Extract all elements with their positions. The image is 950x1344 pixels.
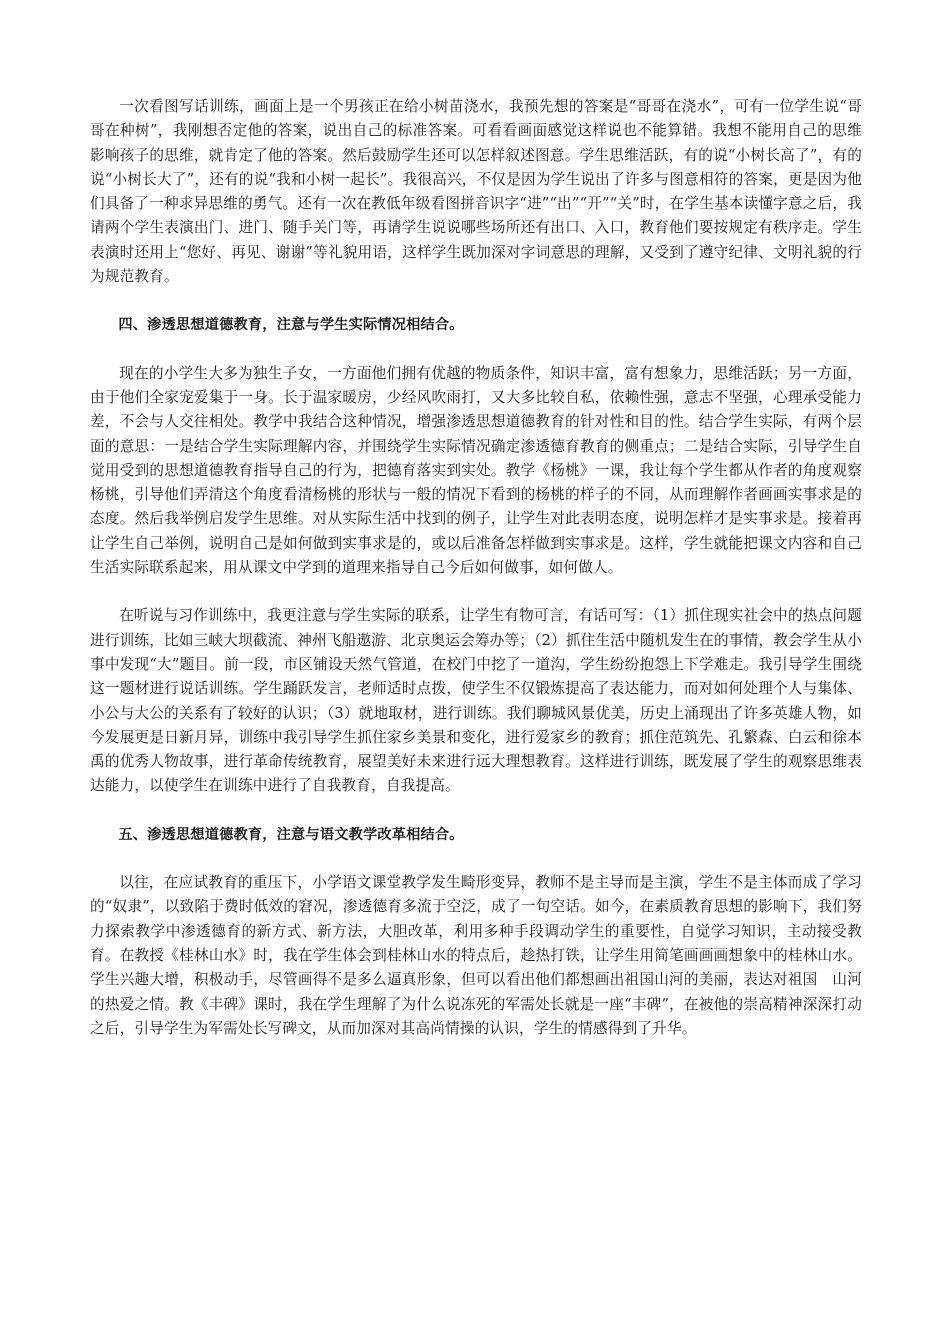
paragraph-teaching-reform: 以往，在应试教育的重压下，小学语文课堂教学发生畸形变异，教师不是主导而是主演，学生不是主体而成了学习的“奴隶”，以致陷于费时低效的窘况，渗透德育多流于空泛，成了一句空话。如今，在素质教育思想的影响下，我们努力探索教学中渗透德育的新方式、新方法，大胆改革，利用多种手段调动学生的重要性，自觉学习知识，主动接受教育。在教授《桂林山水》时，我在学生体会到桂林山水的特点后，趁热打铁，让学生用简笔画画画想象中的桂林山水。学生兴趣大增，积极动手，尽管画得不是多么逼真形象，但可以看出他们都想画出祖国山河的美丽，表达对祖国 山河的热爱之情。教《丰碑》课时，我在学生理解了为什么说冻死的军需处长就是一座“丰碑”，在被他的崇高精神深深打动之后，引导学生为军需处长写碑文，从而加深对其高尚情操的认识，学生的情感得到了升华。: [90, 874, 862, 1037]
paragraph-student-reality: 现在的小学生大多为独生子女，一方面他们拥有优越的物质条件，知识丰富，富有想象力，思维活跃；另一方面，由于他们全家宠爱集于一身。长于温家暖房，少经风吹雨打，又大多比较自私，依赖性强，意志不坚强，心理承受能力差，不会与人交往相处。教学中我结合这种情况，增强渗透思想道德教育的针对性和目的性。结合学生实际，有两个层面的意思：一是结合学生实际理解内容，并围绕学生实际情况确定渗透德育教育的侧重点；二是结合实际，引导学生自觉用受到的思想道德教育指导自己的行为，把德育落实到实处。教学《杨桃》一课，我让每个学生都从作者的角度观察杨桃，引导他们弄清这个角度看清杨桃的形状与一般的情况下看到的杨桃的样子的不同，从而理解作者画画实事求是的态度。然后我举例启发学生思维。对从实际生活中找到的例子，让学生对此表明态度，说明怎样才是实事求是。接着再让学生自己举例，说明自己是如何做到实事求是的，或以后准备怎样做到实事求是。这样，学生就能把课文内容和自己生活实际联系起来，用从课文中学到的道理来指导自己今后如何做事，如何做人。: [90, 364, 862, 577]
paragraph-picture-writing: 一次看图写话训练，画面上是一个男孩正在给小树苗浇水，我预先想的答案是“哥哥在浇水”，可有一位学生说“哥哥在种树”，我刚想否定他的答案，说出自己的标准答案。可看看画面感觉这样说也不能算错。我想不能用自己的思维影响孩子的思维，就肯定了他的答案。然后鼓励学生还可以怎样叙述图意。学生思维活跃，有的说“小树长高了”，有的说“小树长大了”，还有的说“我和小树一起长”。我很高兴，不仅是因为学生说出了许多与图意相符的答案，更是因为他们具备了一种求异思维的勇气。还有一次在教低年级看图拼音识字“进”“出”“开”“关”时，在学生基本读懂字意之后，我请两个学生表演出门、进门、随手关门等，再请学生说说哪些场所还有出口、入口，教育他们要按规定有秩序走。学生表演时还用上“您好、再见、谢谢”等礼貌用语，这样学生既加深对字词意思的理解，又受到了遵守纪律、文明礼貌的行为规范教育。: [90, 98, 862, 286]
section-heading-five: 五、渗透思想道德教育，注意与语文教学改革相结合。: [118, 826, 464, 843]
section-heading-four: 四、渗透思想道德教育，注意与学生实际情况相结合。: [118, 317, 464, 334]
paragraph-speaking-writing: 在听说与习作训练中，我更注意与学生实际的联系，让学生有物可言，有话可写：（1）抓住现实社会中的热点问题进行训练，比如三峡大坝截流、神州飞船遨游、北京奥运会筹办等；（2）抓住生活中随机发生在的事情，教会学生从小事中发现“大”题目。前一段，市区铺设天然气管道，在校门中挖了一道沟，学生纷纷抱怨上下学难走。我引导学生围绕这一题材进行说话训练。学生踊跃发言，老师适时点拨，使学生不仅锻炼提高了表达能力，而对如何处理个人与集体、小公与大公的关系有了较好的认识；（3）就地取材，进行训练。我们聊城风景优美，历史上涌现出了许多英雄人物，如今发展更是日新月异，训练中我引导学生抓住家乡美景和变化，进行爱家乡的教育；抓住范筑先、孔繁森、白云和徐本禹的优秀人物故事，进行革命传统教育，展望美好未来进行远大理想教育。这样进行训练，既发展了学生的观察思维表达能力，以使学生在训练中进行了自我教育，自我提高。: [90, 607, 862, 795]
document-page: [90, 95, 862, 1041]
